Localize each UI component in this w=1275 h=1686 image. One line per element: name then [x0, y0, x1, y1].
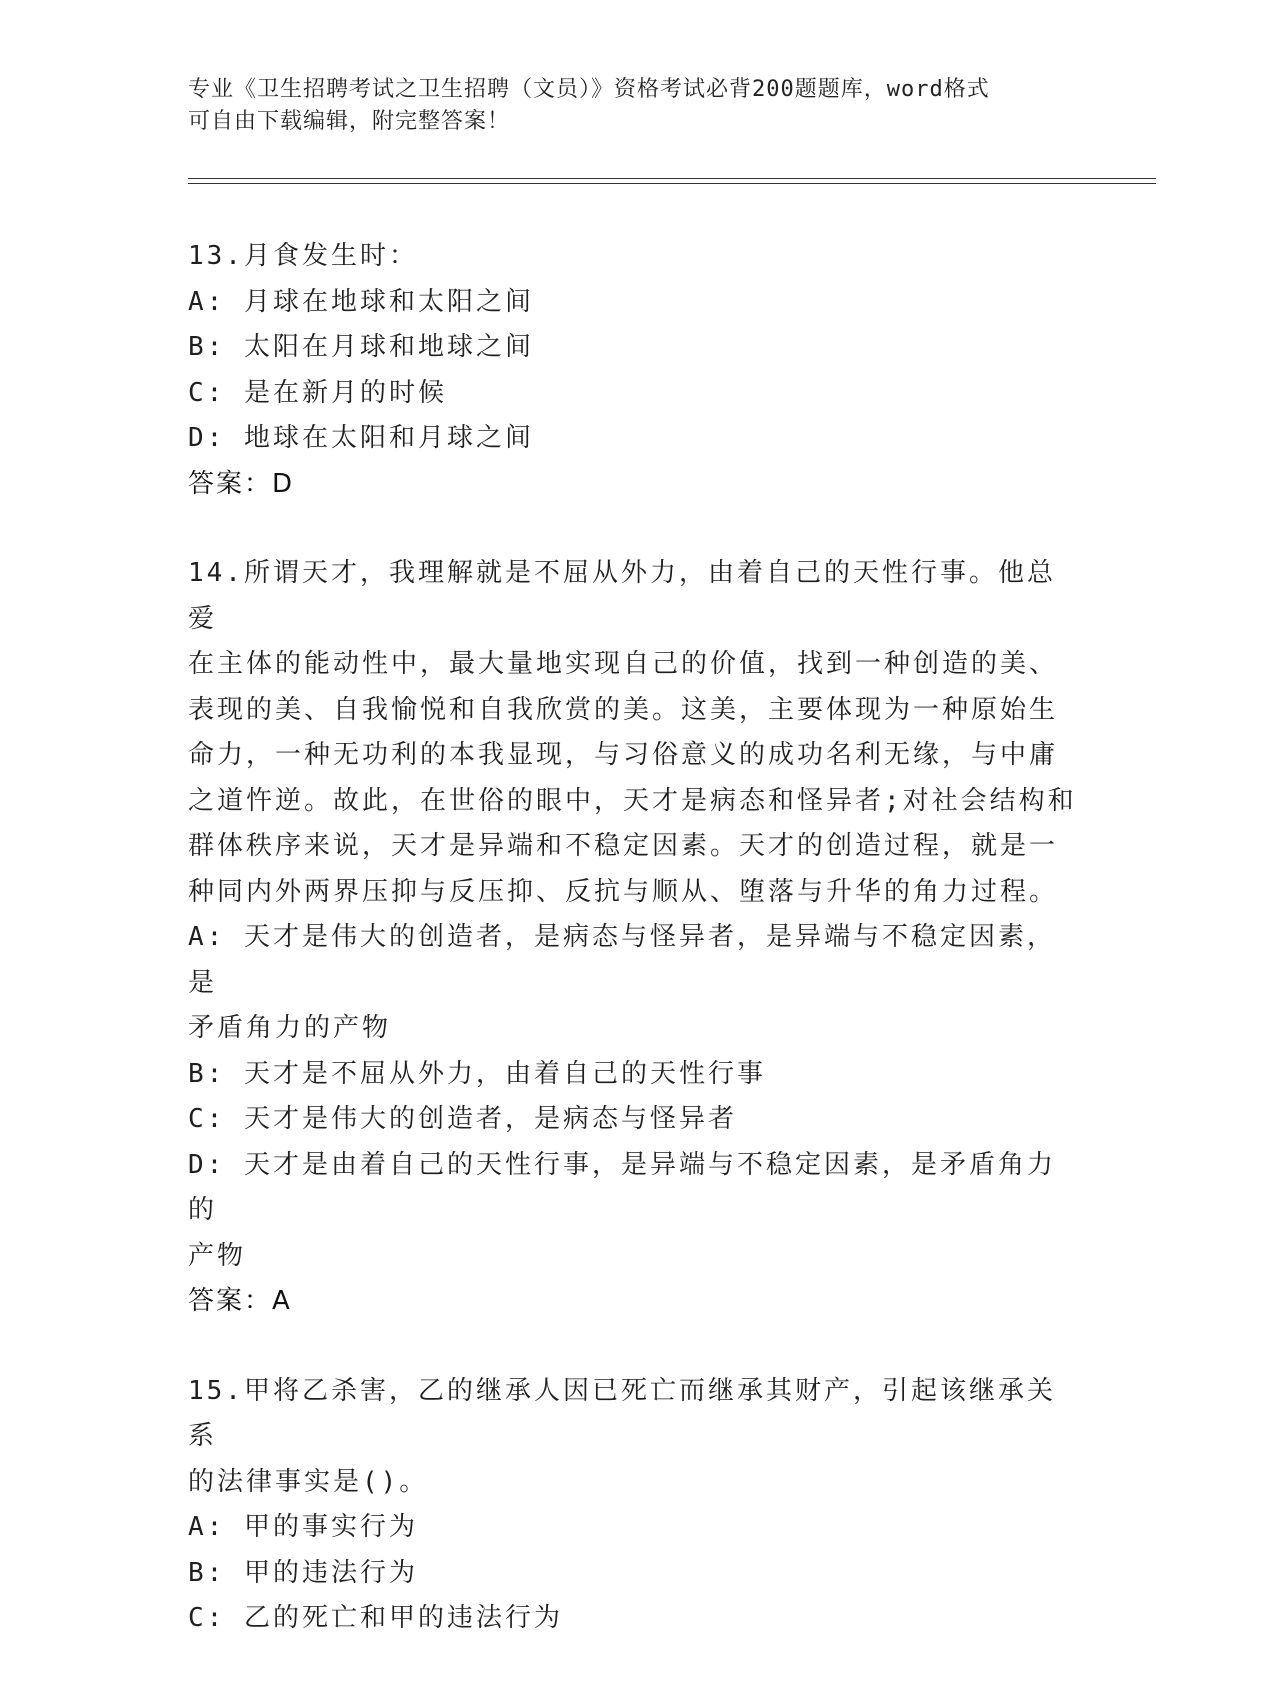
question-stem-line: 种同内外两界压抑与反压抑、反抗与顺从、堕落与升华的角力过程。 — [188, 876, 1059, 907]
question-15 — [188, 1369, 1078, 1642]
question-stem-line: 之道忤逆。故此，在世俗的眼中，天才是病态和怪异者;对社会结构和 — [188, 785, 1077, 816]
question-stem-line: 在主体的能动性中，最大量地实现自己的价值，找到一种创造的美、 — [188, 649, 1059, 679]
question-stem-line: 命力，一种无功利的本我显现，与习俗意义的成功名利无缘，与中庸 — [188, 740, 1059, 770]
question-14 — [188, 551, 1078, 1325]
answer-line: 答案：D — [188, 468, 295, 499]
question-stem-line: 13.月食发生时： — [188, 241, 418, 271]
question-stem-line: 群体秩序来说，天才是异端和不稳定因素。天才的创造过程，就是一 — [188, 831, 1059, 861]
option-c: C: 天才是伟大的创造者，是病态与怪异者 — [188, 1104, 737, 1134]
option-d: D: 地球在太阳和月球之间 — [188, 423, 534, 453]
option-a: A: 天才是伟大的创造者，是病态与怪异者，是异端与不稳定因素，是 — [188, 922, 1056, 998]
option-b: B: 太阳在月球和地球之间 — [188, 332, 534, 362]
option-b: B: 甲的违法行为 — [188, 1557, 418, 1588]
option-d-continued: 产物 — [188, 1240, 247, 1271]
option-a: A: 甲的事实行为 — [188, 1512, 418, 1542]
question-stem-line: 14.所谓天才，我理解就是不屈从外力，由着自己的天性行事。他总爱 — [188, 558, 1056, 634]
question-13 — [188, 234, 1078, 507]
header-divider — [188, 178, 1156, 184]
option-b: B: 天才是不屈从外力，由着自己的天性行事 — [188, 1058, 766, 1089]
option-c: C: 乙的死亡和甲的违法行为 — [188, 1603, 563, 1633]
question-stem-line: 表现的美、自我愉悦和自我欣赏的美。这美，主要体现为一种原始生 — [188, 694, 1059, 725]
answer-line: 答案：A — [188, 1286, 292, 1316]
option-c: C: 是在新月的时候 — [188, 377, 447, 408]
option-a-continued: 矛盾角力的产物 — [188, 1013, 392, 1043]
question-stem-line: 的法律事实是()。 — [188, 1466, 429, 1497]
document-header — [188, 74, 1088, 138]
header-line-2: 可自由下载编辑，附完整答案！ — [188, 109, 511, 134]
question-stem-line: 15.甲将乙杀害，乙的继承人因已死亡而继承其财产，引起该继承关系 — [188, 1375, 1056, 1451]
option-a: A: 月球在地球和太阳之间 — [188, 286, 534, 317]
option-d: D: 天才是由着自己的天性行事，是异端与不稳定因素，是矛盾角力的 — [188, 1149, 1056, 1225]
header-line-1: 专业《卫生招聘考试之卫生招聘（文员）》资格考试必背200题题库，word格式 — [188, 77, 990, 102]
question-list — [188, 234, 1078, 1686]
